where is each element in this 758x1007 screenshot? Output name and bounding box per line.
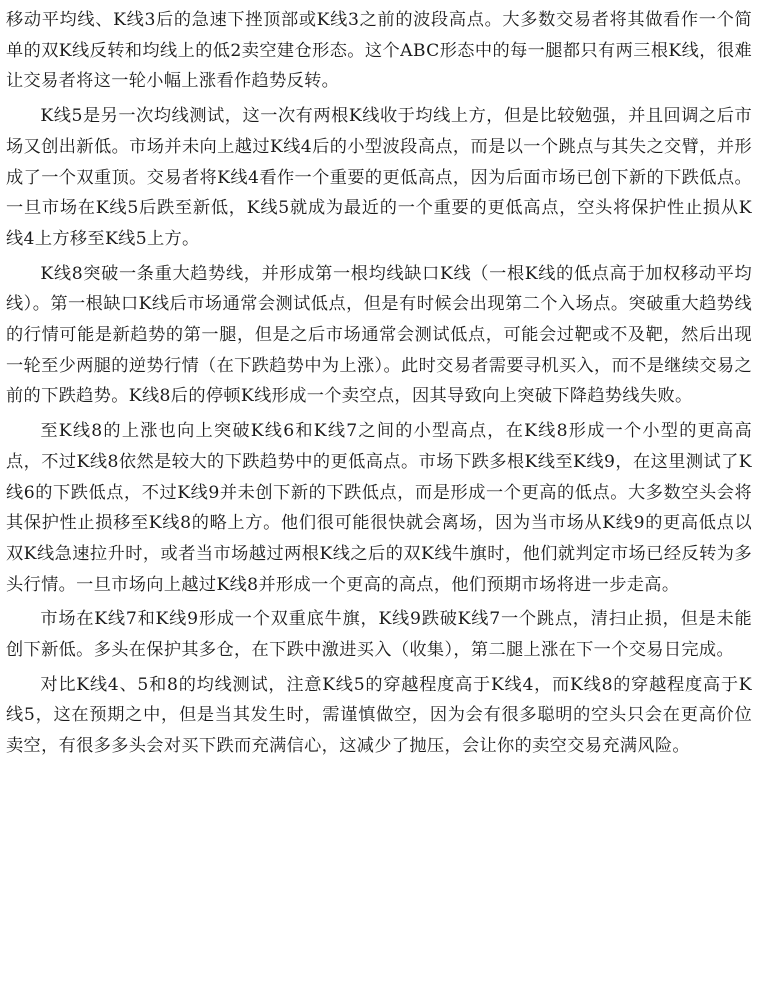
paragraph-double-bottom-bull-flag: 市场在K线7和K线9形成一个双重底牛旗，K线9跌破K线7一个跳点，清扫止损，但是未能创下新低。多头在保护其多仓，在下跌中激进买入（收集），第二腿上涨在下一个交易日完成。 [6, 609, 752, 661]
paragraph-bar5-ma-test: K线5是另一次均线测试，这一次有两根K线收于均线上方，但是比较勉强，并且回调之后市场又创出新低。市场并未向上越过K线4后的小型波段高点，而是以一个跳点与其失之交臂，并形成了一个双重顶。交易者将K线4看作一个重要的更低高点，因为后面市场已创下新的下跌低点。一旦市场在K线5后跌至新低，K线5就成为最近的一个重要的更低高点，空头将保护性止损从K线4上方移至K线5上方。 [6, 106, 752, 249]
paragraph-ma-test-comparison: 对比K线4、5和8的均线测试，注意K线5的穿越程度高于K线4，而K线8的穿越程度高于K线5，这在预期之中，但是当其发生时，需谨慎做空，因为会有很多聪明的空头只会在更高价位卖空，有很多多头会对买下跌而充满信心，这减少了抛压，会让你的卖空交易充满风险。 [6, 674, 752, 757]
paragraph-bar8-higher-high: 至K线8的上涨也向上突破K线6和K线7之间的小型高点，在K线8形成一个小型的更高高点，不过K线8依然是较大的下跌趋势中的更低高点。市场下跌多根K线至K线9，在这里测试了K线6的下跌低点，不过K线9并未创下新的下跌低点，而是形成一个更高的低点。大多数空头会将其保护性止损移至K线8的略上方。他们很可能很快就会离场，因为当市场从K线9的更高低点以双K线急速拉升时，或者当市场越过两根K线之后的双K线牛旗时，他们就判定市场已经反转为多头行情。一旦市场向上越过K线8并形成一个更高的高点，他们预期市场将进一步走高。 [6, 421, 752, 595]
paragraph-continuation: 移动平均线、K线3后的急速下挫顶部或K线3之前的波段高点。大多数交易者将其做看作一个简单的双K线反转和均线上的低2卖空建仓形态。这个ABC形态中的每一腿都只有两三根K线，很难让交易者将这一轮小幅上涨看作趋势反转。 [6, 10, 752, 92]
paragraph-bar8-trendline-break: K线8突破一条重大趋势线，并形成第一根均线缺口K线（一根K线的低点高于加权移动平均线）。第一根缺口K线后市场通常会测试低点，但是有时候会出现第二个入场点。突破重大趋势线的行情可能是新趋势的第一腿，但是之后市场通常会测试低点，可能会过靶或不及靶，然后出现一轮至少两腿的逆势行情（在下跌趋势中为上涨）。此时交易者需要寻机买入，而不是继续交易之前的下跌趋势。K线8后的停顿K线形成一个卖空点，因其导致向上突破下降趋势线失败。 [6, 263, 752, 407]
